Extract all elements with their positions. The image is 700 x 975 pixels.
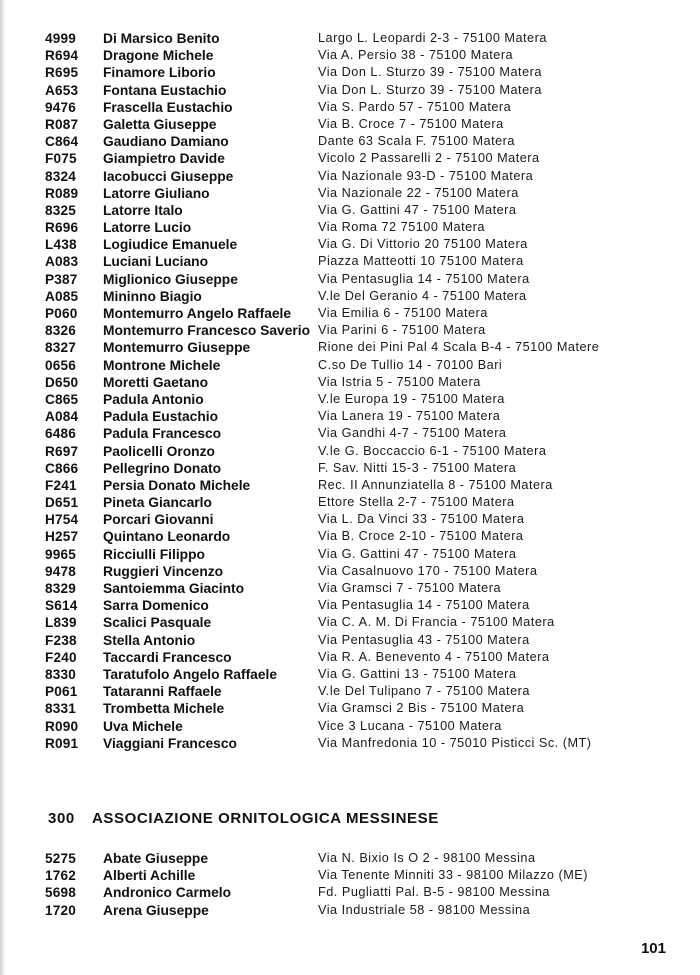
member-code: P060 [45,306,78,321]
member-row [0,884,700,901]
member-code: A083 [45,254,79,270]
member-address: Rec. II Annunziatella 8 - 75100 Matera [318,477,553,492]
member-row [0,649,700,666]
member-address: Piazza Matteotti 10 75100 Matera [318,254,524,269]
member-code: C864 [45,134,79,150]
member-name: Quintano Leonardo [103,529,231,545]
member-name: Viaggiani Francesco [103,735,237,751]
member-name: Padula Eustachio [103,409,219,425]
member-code: 9965 [45,546,77,562]
member-row [0,425,700,442]
member-code: R090 [45,718,79,734]
member-name: Giampietro Davide [103,151,225,167]
member-row [0,683,700,700]
member-address: Via Don L. Sturzo 39 - 75100 Matera [318,82,542,97]
member-address: Fd. Pugliatti Pal. B-5 - 98100 Messina [318,885,550,900]
member-name: Fontana Eustachio [103,82,227,98]
member-address: Via A. Persio 38 - 75100 Matera [318,48,514,63]
member-name: Latorre Lucio [103,220,192,236]
member-name: Stella Antonio [103,632,196,648]
member-name: Taccardi Francesco [103,649,232,665]
member-code: 8324 [45,168,77,184]
member-row [0,202,700,219]
member-row [0,614,700,631]
member-row [0,288,700,305]
member-row [0,150,700,167]
member-row [0,99,700,116]
member-address: Via Nazionale 93-D - 75100 Matera [318,168,534,183]
member-code: P387 [45,271,78,287]
member-address: Via L. Da Vinci 33 - 75100 Matera [318,512,525,527]
page-number: 101 [640,940,666,957]
member-address: Via Gramsci 7 - 75100 Matera [318,581,502,595]
member-address: Dante 63 Scala F. 75100 Matera [318,134,515,149]
member-name: Pineta Giancarlo [103,495,212,511]
member-code: 5275 [45,851,77,866]
member-name: Padula Francesco [103,426,222,442]
member-name: Frascella Eustachio [103,99,233,115]
member-name: Scalici Pasquale [103,615,212,631]
member-name: Dragone Michele [103,48,214,64]
member-list [0,30,700,752]
member-row [0,47,700,64]
member-row [0,700,700,717]
section-number: 300 [48,810,75,827]
member-address: V.le Del Geranio 4 - 75100 Matera [318,288,527,303]
member-name: Paolicelli Oronzo [103,443,215,459]
section-title: ASSOCIAZIONE ORNITOLOGICA MESSINESE [92,810,439,827]
member-row [0,597,700,614]
member-address: Via R. A. Benevento 4 - 75100 Matera [318,649,550,664]
member-code: 8330 [45,666,77,682]
member-name: Sarra Domenico [103,598,209,614]
member-address: Via Emilia 6 - 75100 Matera [318,306,488,320]
member-name: Persia Donato Michele [103,477,251,493]
member-address: Via C. A. M. Di Francia - 75100 Matera [318,615,555,630]
member-code: R696 [45,220,79,236]
section-member-list [0,850,700,919]
member-row [0,477,700,494]
member-code: 8326 [45,323,77,339]
member-address: Via Roma 72 75100 Matera [318,220,485,235]
member-address: Via G. Gattini 13 - 75100 Matera [318,666,517,681]
member-name: Ruggieri Vincenzo [103,563,224,579]
member-code: 8331 [45,701,77,717]
member-row [0,443,700,460]
member-address: Via Tenente Minniti 33 - 98100 Milazzo (ME) [318,868,588,883]
member-name: Gaudiano Damiano [103,134,229,150]
member-row [0,64,700,81]
member-code: 5698 [45,885,77,901]
member-code: D650 [45,374,79,390]
member-name: Ricciulli Filippo [103,546,205,562]
member-address: Via Gandhi 4-7 - 75100 Matera [318,426,507,441]
member-name: Montemurro Angelo Raffaele [103,306,292,321]
member-row [0,168,700,185]
member-address: Via Manfredonia 10 - 75010 Pisticci Sc. (MT) [318,735,592,750]
member-name: Latorre Giuliano [103,185,210,201]
member-name: Tataranni Raffaele [103,684,222,700]
member-row [0,236,700,253]
member-row [0,30,700,47]
member-code: F241 [45,477,77,493]
member-name: Porcari Giovanni [103,512,214,528]
member-row [0,116,700,133]
member-row [0,580,700,597]
member-address: Via N. Bixio Is O 2 - 98100 Messina [318,851,536,865]
member-address: Via Pentasuglia 43 - 75100 Matera [318,632,530,647]
member-address: C.so De Tullio 14 - 70100 Bari [318,357,503,372]
member-address: Largo L. Leopardi 2-3 - 75100 Matera [318,31,547,45]
member-address: Via Casalnuovo 170 - 75100 Matera [318,563,538,578]
member-address: Via Istria 5 - 75100 Matera [318,374,481,389]
member-code: 9476 [45,99,77,115]
member-row [0,494,700,511]
member-row [0,305,700,322]
member-code: R091 [45,735,79,751]
member-row [0,867,700,884]
member-code: 1720 [45,902,77,918]
member-row [0,632,700,649]
member-code: C866 [45,460,79,476]
member-row [0,735,700,752]
member-code: L438 [45,237,77,253]
member-row [0,902,700,919]
member-row [0,133,700,150]
member-name: Pellegrino Donato [103,460,222,476]
member-name: Taratufolo Angelo Raffaele [103,666,278,682]
member-row [0,391,700,408]
member-code: A084 [45,409,79,425]
member-code: R695 [45,65,79,81]
section-heading [0,810,700,834]
member-name: Padula Antonio [103,391,204,407]
member-row [0,374,700,391]
member-name: Galetta Giuseppe [103,116,217,132]
member-address: Rione dei Pini Pal 4 Scala B-4 - 75100 Matere [318,340,600,355]
member-row [0,546,700,563]
member-address: V.le Europa 19 - 75100 Matera [318,391,505,406]
member-address: Via Lanera 19 - 75100 Matera [318,409,501,424]
member-code: F238 [45,632,77,648]
member-row [0,253,700,270]
member-address: Via G. Gattini 47 - 75100 Matera [318,546,517,561]
member-name: Logiudice Emanuele [103,237,238,253]
member-code: C865 [45,391,79,407]
member-address: F. Sav. Nitti 15-3 - 75100 Matera [318,460,517,475]
member-row [0,460,700,477]
member-code: R697 [45,443,79,459]
member-address: Via Don L. Sturzo 39 - 75100 Matera [318,65,542,80]
member-code: P061 [45,684,78,700]
member-code: D651 [45,495,79,511]
member-address: Via Gramsci 2 Bis - 75100 Matera [318,701,525,716]
member-code: 4999 [45,31,77,46]
member-name: Alberti Achille [103,868,196,884]
member-code: H754 [45,512,79,528]
member-row [0,322,700,339]
member-address: Vicolo 2 Passarelli 2 - 75100 Matera [318,151,540,166]
member-address: Via B. Croce 2-10 - 75100 Matera [318,529,524,544]
member-address: V.le Del Tulipano 7 - 75100 Matera [318,684,530,699]
member-code: S614 [45,598,78,614]
member-code: 6486 [45,426,77,442]
member-name: Luciani Luciano [103,254,209,270]
member-name: Uva Michele [103,718,183,734]
member-row [0,339,700,356]
member-code: 8325 [45,202,77,218]
member-code: L839 [45,615,77,631]
member-row [0,82,700,99]
member-name: Arena Giuseppe [103,902,209,918]
member-row [0,563,700,580]
member-code: A653 [45,82,79,98]
member-code: 8327 [45,340,77,356]
member-address: Via Pentasuglia 14 - 75100 Matera [318,598,530,613]
member-name: Andronico Carmelo [103,885,232,901]
member-row [0,271,700,288]
member-code: 9478 [45,563,77,579]
member-address: Vice 3 Lucana - 75100 Matera [318,718,502,733]
member-address: Via S. Pardo 57 - 75100 Matera [318,99,512,114]
member-address: V.le G. Boccaccio 6-1 - 75100 Matera [318,443,547,458]
member-row [0,219,700,236]
member-row [0,666,700,683]
member-code: 1762 [45,868,77,884]
member-name: Montemurro Giuseppe [103,340,251,356]
member-address: Via Nazionale 22 - 75100 Matera [318,185,519,200]
member-row [0,357,700,374]
member-row [0,528,700,545]
member-row [0,185,700,202]
member-name: Trombetta Michele [103,701,225,717]
member-code: 0656 [45,357,77,373]
member-address: Via Parini 6 - 75100 Matera [318,323,486,338]
member-name: Mininno Biagio [103,288,202,304]
member-address: Ettore Stella 2-7 - 75100 Matera [318,495,515,510]
member-name: Di Marsico Benito [103,31,220,46]
member-name: Miglionico Giuseppe [103,271,238,287]
member-row [0,850,700,867]
member-row [0,408,700,425]
member-name: Moretti Gaetano [103,374,209,390]
member-address: Via B. Croce 7 - 75100 Matera [318,116,504,131]
member-name: Iacobucci Giuseppe [103,168,234,184]
member-code: R089 [45,185,79,201]
member-name: Abate Giuseppe [103,851,209,866]
member-code: R087 [45,116,79,132]
member-code: H257 [45,529,79,545]
member-address: Via G. Di Vittorio 20 75100 Matera [318,237,528,252]
member-address: Via G. Gattini 47 - 75100 Matera [318,202,517,217]
member-code: R694 [45,48,79,64]
member-code: F240 [45,649,77,665]
member-name: Finamore Liborio [103,65,216,81]
member-name: Montemurro Francesco Saverio [103,323,311,339]
member-code: A085 [45,288,79,304]
member-name: Montrone Michele [103,357,221,373]
member-name: Santoiemma Giacinto [103,581,245,596]
member-code: 8329 [45,581,77,596]
member-name: Latorre Italo [103,202,183,218]
member-address: Via Pentasuglia 14 - 75100 Matera [318,271,530,286]
member-address: Via Industriale 58 - 98100 Messina [318,902,531,917]
member-row [0,511,700,528]
member-code: F075 [45,151,77,167]
member-row [0,718,700,735]
